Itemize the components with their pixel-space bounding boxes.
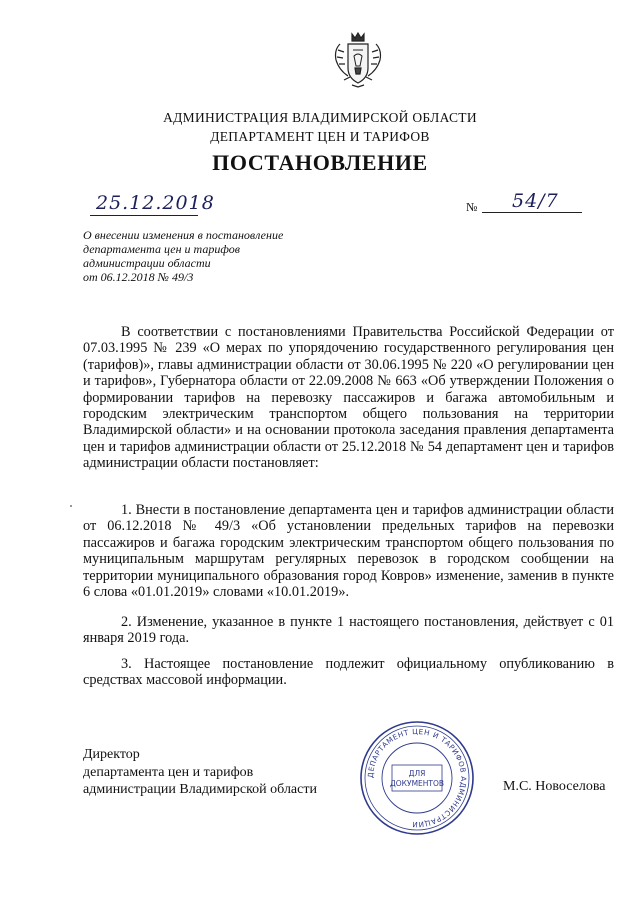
date-underline: [90, 215, 198, 216]
stamp-center-line1: ДЛЯ: [408, 769, 426, 778]
signatory-name: М.С. Новоселова: [503, 779, 606, 794]
number-underline: [482, 212, 582, 213]
margin-mark: [70, 505, 72, 507]
number-label: №: [466, 200, 478, 214]
document-type-title: ПОСТАНОВЛЕНИЕ: [212, 150, 428, 175]
department-name: ДЕПАРТАМЕНТ ЦЕН И ТАРИФОВ: [210, 129, 430, 144]
handwritten-date: 25.12.2018: [96, 192, 215, 214]
document-subject: [83, 228, 313, 284]
subject-line: департамента цен и тарифов: [83, 242, 240, 256]
svg-text:ДЕПАРТАМЕНТ ЦЕН И ТАРИФОВ АДМИ: [366, 727, 468, 829]
stamp-center-line2: ДОКУМЕНТОВ: [389, 779, 445, 788]
preamble-paragraph: В соответствии с постановлениями Правительства Российской Федерации от 07.03.1995 № 239 «О мерах по упорядочению государственного регулирования цен (тарифов)», главы администрации области от 30.06.1995 № 220 «О регулировании цен и тарифов», Губернатора области от 22.09.2008 № 663 «Об утверждении Положения о формировании тарифов на перевозку пассажиров и багажа автомобильным и городским электрическим транспортом общего пользования на территории Владимирской области» и на основании протокола заседания правления департамента цен и тарифов администрации области от 25.12.2018 № 54 департамент цен и тарифов администрации области постановляет:: [83, 324, 614, 472]
signatory-position: Директор департамента цен и тарифов администрации Владимирской области: [83, 747, 317, 797]
subject-line: администрации области: [83, 256, 211, 270]
clause-2-paragraph: 2. Изменение, указанное в пункте 1 настоящего постановления, действует с 01 января 2019 года.: [83, 614, 614, 647]
handwritten-number: 54/7: [512, 190, 559, 212]
subject-line: от 06.12.2018 № 49/3: [83, 270, 194, 284]
official-stamp-icon: [358, 719, 476, 837]
stamp-ring-text: ДЕПАРТАМЕНТ ЦЕН И ТАРИФОВ АДМИНИСТРАЦИИ: [365, 726, 469, 830]
clause-1-paragraph: 1. Внести в постановление департамента цен и тарифов администрации области от 06.12.2018 № 49/3 «Об установлении предельных тарифов на перевозки пассажиров и багажа городским электрическим транспортом общего пользования по муниципальным маршрутам регулярных перевозок в городском сообщении на территории муниципального образования город Ковров» изменение, заменив в пункте 6 слова «01.01.2019» словами «10.01.2019».: [83, 502, 614, 601]
subject-line: О внесении изменения в постановление: [83, 228, 284, 242]
clause-3-paragraph: 3. Настоящее постановление подлежит официальному опубликованию в средствах массовой информации.: [83, 656, 614, 689]
coat-of-arms-icon: [330, 30, 386, 90]
organization-name: АДМИНИСТРАЦИЯ ВЛАДИМИРСКОЙ ОБЛАСТИ: [163, 110, 477, 125]
